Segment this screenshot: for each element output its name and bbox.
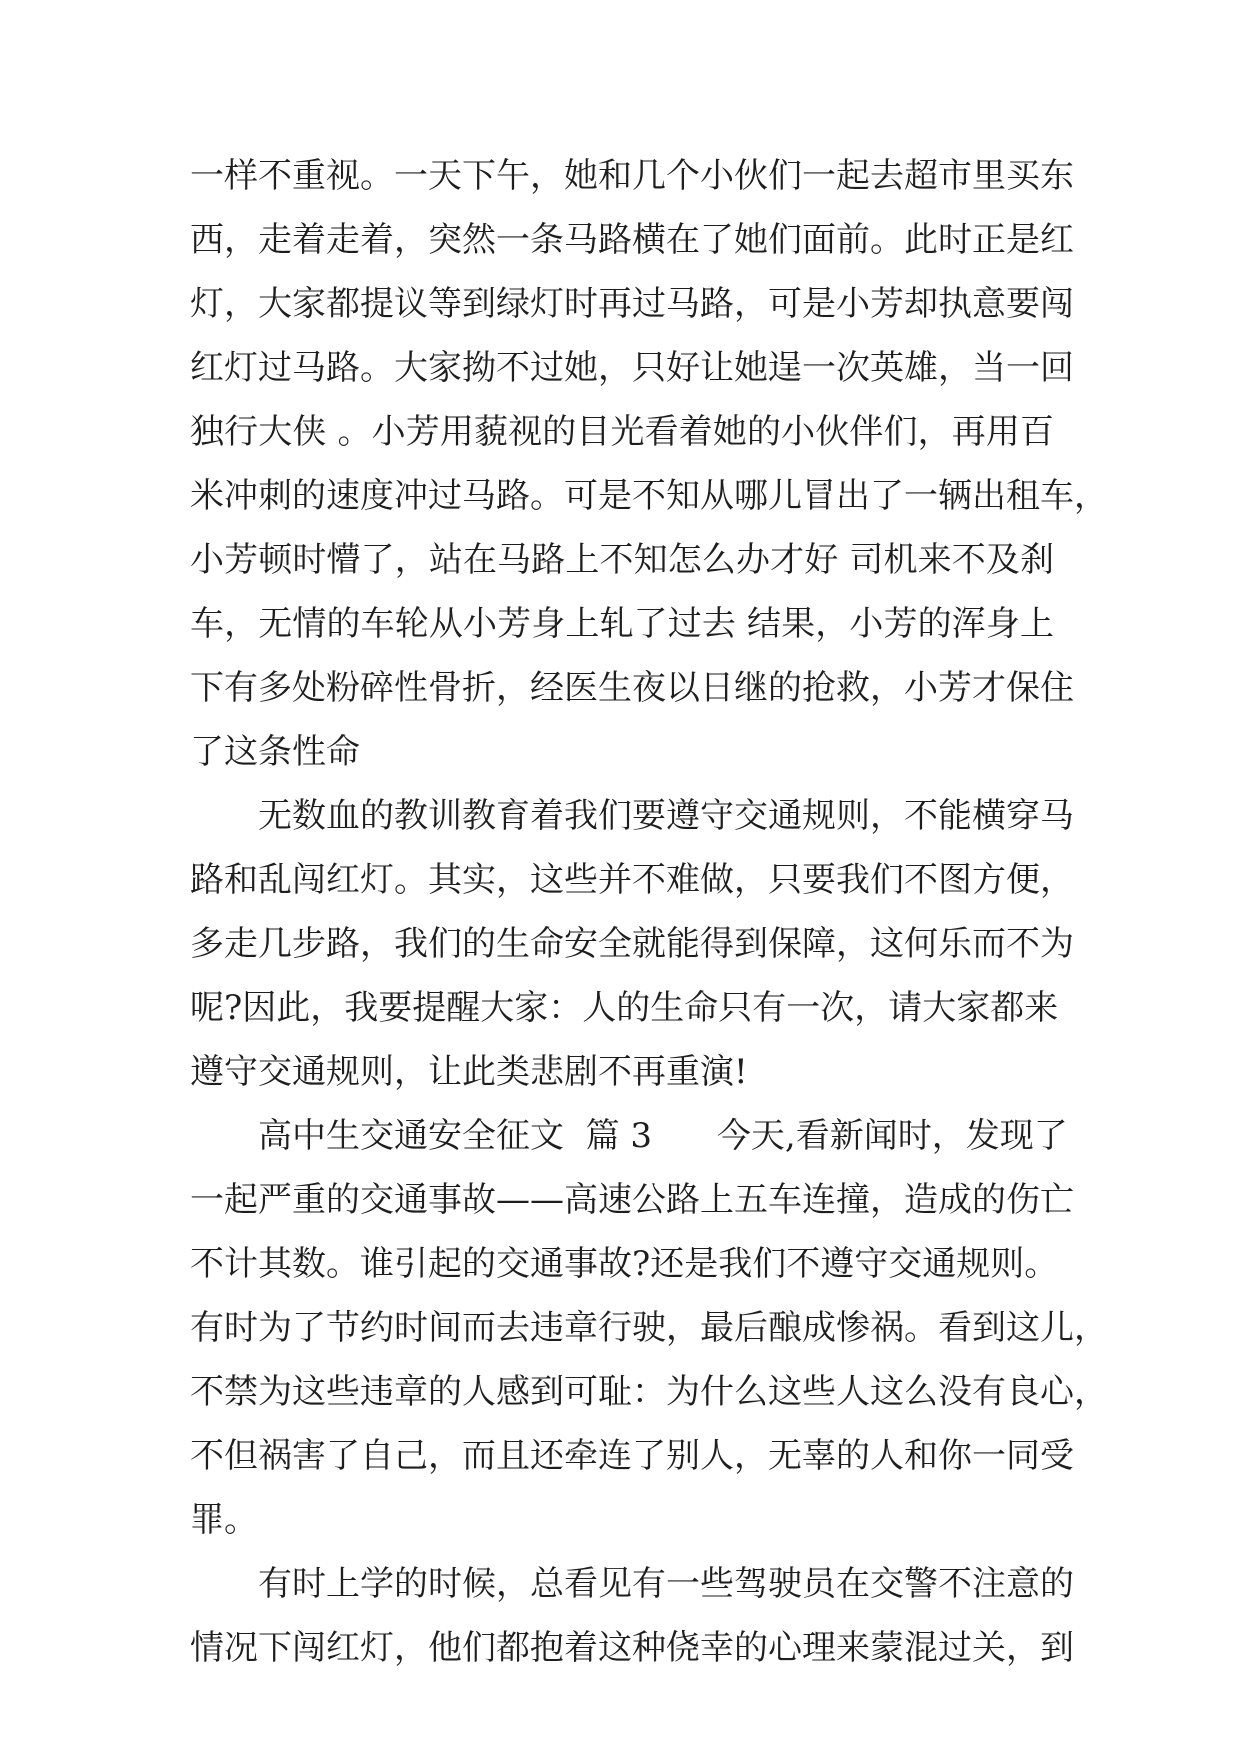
- text-line: 多走几步路，我们的生命安全就能得到保障，这何乐而不为: [190, 924, 1074, 964]
- paragraph-first-line: 有时上学的时候，总看见有一些驾驶员在交警不注意的: [258, 1564, 1074, 1604]
- text-line: 一样不重视。一天下午，她和几个小伙们一起去超市里买东: [190, 156, 1074, 196]
- text-line: 米冲刺的速度冲过马路。可是不知从哪儿冒出了一辆出租车，: [190, 476, 1108, 516]
- text-line: 有时为了节约时间而去违章行驶，最后酿成惨祸。看到这儿，: [190, 1308, 1108, 1348]
- text-line: 小芳顿时懵了，站在马路上不知怎么办才好 司机来不及刹: [190, 540, 1054, 580]
- text-line: 路和乱闯红灯。其实，这些并不难做，只要我们不图方便，: [190, 860, 1074, 900]
- text-line: 罪。: [190, 1500, 258, 1540]
- text-line: 一起严重的交通事故——高速公路上五车连撞，造成的伤亡: [190, 1180, 1074, 1220]
- text-line: 红灯过马路。大家拗不过她，只好让她逞一次英雄，当一回: [190, 348, 1074, 388]
- text-line: 不但祸害了自己，而且还牵连了别人，无辜的人和你一同受: [190, 1436, 1074, 1476]
- text-line: 遵守交通规则，让此类悲剧不再重演!: [190, 1052, 748, 1092]
- text-line: 了这条性命: [190, 732, 360, 772]
- text-line: 车，无情的车轮从小芳身上轧了过去 结果，小芳的浑身上: [190, 604, 1054, 644]
- text-line: 灯，大家都提议等到绿灯时再过马路，可是小芳却执意要闯: [190, 284, 1074, 324]
- text-line: 西，走着走着，突然一条马路横在了她们面前。此时正是红: [190, 220, 1074, 260]
- paragraph-first-line: 无数血的教训教育着我们要遵守交通规则，不能横穿马: [258, 796, 1074, 836]
- text-line: 情况下闯红灯，他们都抱着这种侥幸的心理来蒙混过关，到: [190, 1628, 1074, 1668]
- text-line: 独行大侠 。小芳用藐视的目光看着她的小伙伴们，再用百: [190, 412, 1054, 452]
- text-line: 不计其数。谁引起的交通事故?还是我们不遵守交通规则。: [190, 1244, 1059, 1284]
- text-line: 呢?因此，我要提醒大家：人的生命只有一次，请大家都来: [190, 988, 1059, 1028]
- text-line: 下有多处粉碎性骨折，经医生夜以日继的抢救，小芳才保住: [190, 668, 1074, 708]
- section-heading-line: 高中生交通安全征文 篇 3 今天,看新闻时，发现了: [258, 1116, 1068, 1156]
- text-line: 不禁为这些违章的人感到可耻：为什么这些人这么没有良心，: [190, 1372, 1108, 1412]
